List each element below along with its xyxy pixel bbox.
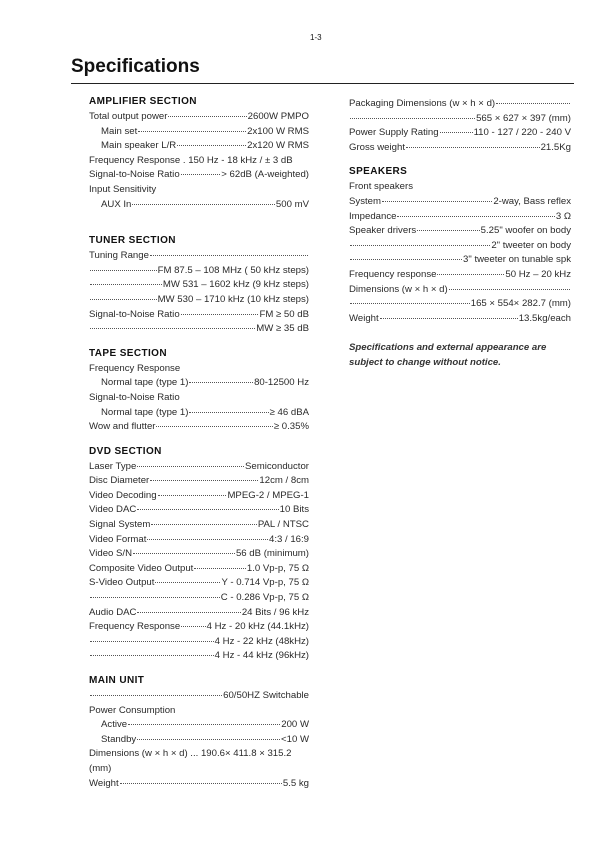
dot-leader — [380, 318, 518, 319]
dot-leader — [350, 245, 490, 246]
spec-value: MW ≥ 35 dB — [256, 323, 309, 335]
spec-row — [349, 297, 571, 312]
spec-row — [349, 112, 571, 127]
spec-value: 2600W PMPO — [247, 111, 309, 122]
spec-row — [349, 312, 571, 327]
spec-value: 5.25" woofer on body — [480, 225, 571, 237]
spec-label: Frequency Response — [89, 621, 181, 633]
dot-leader — [155, 582, 220, 583]
dot-leader — [168, 116, 246, 117]
spec-row — [89, 733, 309, 748]
spec-value: C - 0.286 Vp-p, 75 Ω — [220, 592, 309, 604]
dot-leader — [90, 655, 214, 656]
dot-leader — [449, 289, 570, 290]
dot-leader — [437, 274, 504, 275]
spec-row — [89, 562, 309, 577]
right-column — [349, 97, 571, 370]
spec-value: 2-way, Bass reflex — [493, 195, 571, 207]
spec-value: 21.5Kg — [540, 141, 571, 153]
dot-leader — [194, 568, 246, 569]
section-title: SPEAKERS — [349, 166, 408, 178]
spec-value: 4 Hz - 20 kHz (44.1kHz) — [206, 621, 309, 633]
dot-leader — [406, 147, 540, 148]
dot-leader — [350, 259, 462, 260]
spec-value: 60/50HZ Switchable — [223, 690, 309, 701]
spec-value: 24 Bits / 96 kHz — [241, 606, 309, 618]
spec-row — [349, 253, 571, 268]
spec-text: Signal-to-Noise Ratio — [89, 391, 180, 403]
dot-leader — [133, 553, 235, 554]
spec-row — [89, 518, 309, 533]
spec-row — [89, 406, 309, 421]
spec-row — [89, 110, 309, 125]
dot-leader — [382, 201, 492, 202]
spec-label: Gross weight — [349, 141, 405, 153]
spec-row — [89, 198, 309, 213]
section-packaging — [349, 97, 571, 155]
spec-label: Video Format — [89, 533, 147, 545]
spec-value: 4 Hz - 22 kHz (48kHz) — [214, 635, 309, 647]
dot-leader — [90, 695, 222, 696]
spec-label: Signal-to-Noise Ratio — [89, 308, 180, 320]
spec-label: Disc Diameter — [89, 475, 150, 487]
spec-value: 2x120 W RMS — [247, 140, 309, 152]
spec-value: 56 dB (minimum) — [235, 548, 309, 560]
spec-row — [349, 268, 571, 283]
spec-text: Frequency Response — [89, 362, 181, 374]
spec-row — [349, 210, 571, 225]
spec-value: MPEG-2 / MPEG-1 — [227, 489, 309, 501]
dot-leader — [189, 412, 268, 413]
spec-row — [89, 125, 309, 140]
dot-leader — [440, 132, 473, 133]
section-dvd — [89, 445, 309, 664]
section-title: MAIN UNIT — [89, 675, 145, 686]
spec-label: Frequency response — [349, 268, 437, 280]
spec-value: MW 530 – 1710 kHz (10 kHz steps) — [157, 293, 309, 305]
spec-value: 165 × 554× 282.7 (mm) — [470, 298, 571, 310]
spec-text: Front speakers — [349, 181, 413, 193]
spec-text: Dimensions (w × h × d) ... 190.6× 411.8 × 315.2 (mm) — [89, 748, 292, 774]
spec-value: 5.5 kg — [282, 777, 309, 789]
spec-value: FM ≥ 50 dB — [259, 308, 309, 320]
dot-leader — [189, 382, 253, 383]
spec-row — [89, 278, 309, 293]
right-sections — [349, 97, 571, 326]
spec-value: 110 - 127 / 220 - 240 V — [473, 127, 571, 139]
spec-row — [349, 195, 571, 210]
dot-leader — [137, 612, 240, 613]
spec-label: Power Supply Rating — [349, 127, 439, 139]
spec-value: 565 × 627 × 397 (mm) — [476, 112, 571, 124]
spec-value: <10 W — [281, 733, 309, 745]
dot-leader — [350, 118, 475, 119]
spec-row — [89, 576, 309, 591]
spec-row — [89, 308, 309, 323]
dot-leader — [181, 174, 221, 175]
spec-value: 3 Ω — [555, 210, 571, 222]
spec-label: Speaker drivers — [349, 225, 417, 237]
dot-leader — [120, 783, 282, 784]
spec-row — [349, 224, 571, 239]
dot-leader — [151, 524, 256, 525]
spec-row — [89, 293, 309, 308]
spec-label: Wow and flutter — [89, 421, 156, 433]
spec-label: Signal System — [89, 519, 151, 531]
spec-row — [89, 635, 309, 650]
dot-leader — [496, 103, 570, 104]
spec-row — [89, 264, 309, 279]
spec-label: Audio DAC — [89, 606, 137, 618]
spec-label: Normal tape (type 1) — [101, 406, 189, 418]
dot-leader — [417, 230, 479, 231]
spec-row — [89, 606, 309, 621]
spec-label: Video S/N — [89, 548, 133, 560]
spec-label: Normal tape (type 1) — [101, 377, 189, 389]
spec-value: PAL / NTSC — [257, 519, 309, 531]
spec-label: Video DAC — [89, 504, 137, 516]
spec-label: Signal-to-Noise Ratio — [89, 169, 180, 181]
spec-row — [89, 474, 309, 489]
spec-row — [89, 533, 309, 548]
left-column — [89, 95, 309, 791]
spec-value: 2" tweeter on body — [491, 239, 571, 251]
dot-leader — [397, 216, 554, 217]
spec-value: 200 W — [281, 719, 309, 731]
spec-label: Composite Video Output — [89, 562, 194, 574]
section-tape — [89, 347, 309, 435]
dot-leader — [138, 131, 246, 132]
dot-leader — [350, 303, 470, 304]
spec-row — [89, 420, 309, 435]
dot-leader — [177, 145, 246, 146]
spec-row — [89, 718, 309, 733]
spec-row — [89, 503, 309, 518]
dot-leader — [90, 284, 162, 285]
dot-leader — [132, 204, 275, 205]
spec-label: Main set — [101, 125, 138, 137]
spec-label: Packaging Dimensions (w × h × d) — [349, 98, 496, 109]
spec-row — [349, 141, 571, 156]
spec-label: Active — [101, 719, 128, 731]
section-title: DVD SECTION — [89, 445, 162, 457]
dot-leader — [137, 509, 278, 510]
section-title: TAPE SECTION — [89, 347, 167, 359]
spec-row — [349, 239, 571, 254]
spec-row — [89, 139, 309, 154]
dot-leader — [150, 255, 308, 256]
spec-row — [89, 376, 309, 391]
spec-row — [89, 620, 309, 635]
dot-leader — [156, 426, 272, 427]
spec-value: 3" tweeter on tunable spk — [463, 254, 571, 266]
spec-row — [89, 649, 309, 664]
dot-leader — [147, 539, 268, 540]
spec-value: Y - 0.714 Vp-p, 75 Ω — [221, 577, 309, 589]
spec-value: 80-12500 Hz — [254, 377, 309, 389]
spec-label: Impedance — [349, 210, 397, 222]
dot-leader — [90, 270, 157, 271]
dot-leader — [150, 480, 258, 481]
spec-row — [89, 322, 309, 337]
spec-row — [89, 591, 309, 606]
spec-label: Standby — [101, 733, 137, 745]
disclaimer-notice: Specifications and external appearance are subject to change without notice. — [349, 342, 547, 369]
dot-leader — [128, 724, 280, 725]
spec-text: Frequency Response . 150 Hz - 18 kHz / ± 3 dB — [89, 154, 293, 166]
spec-row — [89, 777, 309, 792]
spec-value: Semiconductor — [245, 460, 309, 472]
dot-leader — [90, 597, 220, 598]
dot-leader — [90, 328, 255, 329]
spec-row — [349, 126, 571, 141]
spec-value: 12cm / 8cm — [259, 475, 309, 487]
dot-leader — [90, 299, 157, 300]
spec-row — [89, 489, 309, 504]
spec-value: ≥ 46 dBA — [269, 406, 309, 418]
spec-label: Dimensions (w × h × d) — [349, 283, 448, 295]
section-main-unit — [89, 674, 309, 791]
page-number: 1-3 — [310, 33, 322, 42]
spec-value: > 62dB (A-weighted) — [221, 169, 309, 181]
spec-label: Weight — [89, 777, 119, 789]
dot-leader — [137, 739, 280, 740]
spec-value: 1.0 Vp-p, 75 Ω — [246, 562, 309, 574]
section-title: AMPLIFIER SECTION — [89, 96, 197, 107]
spec-label: Video Decoding — [89, 489, 157, 501]
spec-row — [89, 460, 309, 475]
dot-leader — [158, 495, 227, 496]
spec-label: Total output power — [89, 111, 168, 122]
spec-value: 2x100 W RMS — [247, 125, 309, 137]
spec-value: FM 87.5 – 108 MHz ( 50 kHz steps) — [157, 264, 309, 276]
spec-row — [349, 283, 571, 298]
spec-value: 10 Bits — [279, 504, 309, 516]
spec-value: 50 Hz – 20 kHz — [505, 268, 571, 280]
spec-value: 13.5kg/each — [518, 312, 571, 324]
spec-row — [349, 97, 571, 112]
spec-value: 4 Hz - 44 kHz (96kHz) — [214, 650, 309, 662]
section-tuner — [89, 234, 309, 337]
page-title: Specifications — [71, 56, 200, 77]
spec-row — [89, 547, 309, 562]
spec-label: Weight — [349, 312, 379, 324]
dot-leader — [137, 466, 244, 467]
spec-row — [89, 689, 309, 704]
spec-value: 500 mV — [275, 198, 309, 210]
spec-value: ≥ 0.35% — [273, 421, 309, 433]
spec-label: Laser Type — [89, 460, 137, 472]
dot-leader — [181, 314, 259, 315]
spec-label: S-Video Output — [89, 577, 155, 589]
section-title: TUNER SECTION — [89, 235, 176, 247]
spec-label: System — [349, 195, 381, 207]
section-amplifier — [89, 95, 309, 212]
spec-label: Main speaker L/R — [101, 140, 177, 152]
spec-text: Power Consumption — [89, 704, 176, 716]
dot-leader — [181, 626, 205, 627]
spec-value: MW 531 – 1602 kHz (9 kHz steps) — [162, 279, 309, 291]
spec-label: AUX In — [101, 198, 132, 210]
spec-row — [89, 168, 309, 183]
spec-text: Input Sensitivity — [89, 183, 157, 195]
dot-leader — [90, 641, 214, 642]
title-divider — [71, 83, 574, 84]
spec-label: Tuning Range — [89, 250, 149, 262]
spec-value: 4:3 / 16:9 — [268, 533, 309, 545]
section-speakers — [349, 165, 571, 326]
spec-row — [89, 249, 309, 264]
